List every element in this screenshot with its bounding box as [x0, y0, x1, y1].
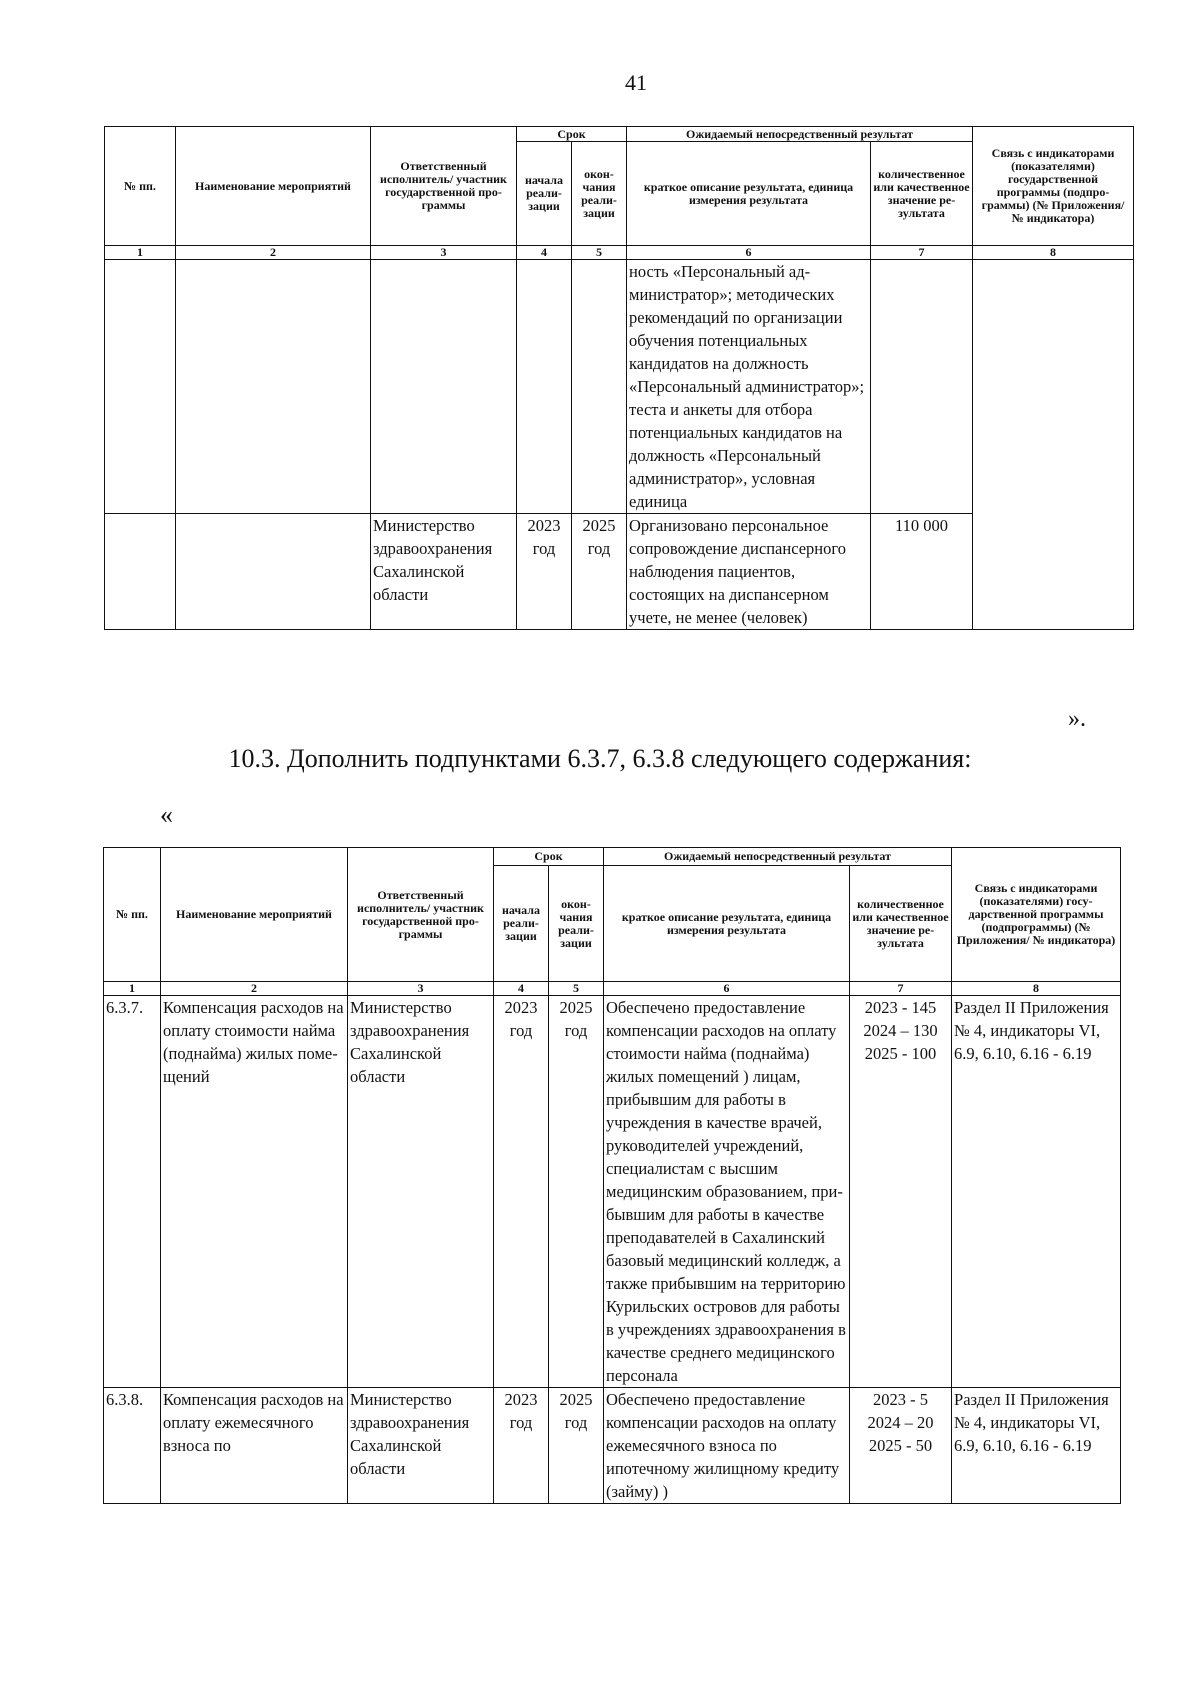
- column-number: 7: [871, 246, 973, 260]
- header-result-value: количественное или качественное значение результата: [871, 142, 973, 246]
- cell-result-values: [850, 996, 952, 1388]
- header-number: № пп.: [105, 127, 176, 246]
- header-term: Срок: [517, 127, 627, 142]
- cell-result-description: Обеспечено предоставление компенсации расходов на оплату стоимости найма (поднайма) жилых помещений ) лицам, прибывшим для работы в учреждения в качестве врачей, руководителей учреждений, специалистам с высшим медицинским образованием, прибывшим для работы в качестве преподавателей в Сахалинский базовый медицинский колледж, а также прибывшим на территорию Курильских островов для работы в учреждениях здравоохранения в качестве среднего медицинского персонала: [604, 996, 850, 1388]
- cell-number: 6.3.7.: [104, 996, 161, 1388]
- cell-result-description: Организовано персональное сопровождение диспансерного наблюдения пациентов, состоящих на диспансерном учете, не менее (человек): [627, 514, 871, 630]
- result-value-2025: 2025 - 50: [868, 1436, 933, 1455]
- column-number: 3: [348, 982, 494, 996]
- column-number: 8: [973, 246, 1134, 260]
- result-value-2025: 2025 - 100: [864, 1044, 937, 1063]
- column-number: 2: [176, 246, 371, 260]
- cell-executor: [371, 260, 517, 514]
- section-title: 10.3. Дополнить подпунктами 6.3.7, 6.3.8 следующего содержания:: [228, 744, 972, 773]
- header-expected-result: Ожидаемый непосредственный результат: [627, 127, 973, 142]
- header-indicator-link: Связь с индикаторами (показателями) государственной программы (подпрограммы) (№ Приложения/ № индикатора): [973, 127, 1134, 246]
- cell-result-values: [850, 1388, 952, 1504]
- cell-indicator-link: Раздел II Приложения № 4, индикаторы VI, 6.9, 6.10, 6.16 - 6.19: [952, 996, 1121, 1388]
- cell-number: 6.3.8.: [104, 1388, 161, 1504]
- cell-end: [572, 260, 627, 514]
- cell-indicator-link: Раздел II Приложения № 4, индикаторы VI, 6.9, 6.10, 6.16 - 6.19: [952, 1388, 1121, 1504]
- header-end: окончания реализации: [549, 866, 604, 982]
- header-end: окончания реализации: [572, 142, 627, 246]
- header-start: начала реализации: [517, 142, 572, 246]
- column-number: 4: [517, 246, 572, 260]
- header-executor: Ответственный исполнитель/ участник государственной программы: [371, 127, 517, 246]
- cell-activity-name: [176, 260, 371, 514]
- opening-quote: «: [160, 800, 173, 829]
- header-indicator-link: Связь с индикаторами (показателями) государственной программы (подпрограммы) (№ Приложения/ № индикатора): [952, 848, 1121, 982]
- column-number: 4: [494, 982, 549, 996]
- cell-executor: Министерство здравоохранения Сахалинской области: [371, 514, 517, 630]
- cell-result-value: [871, 260, 973, 514]
- result-value-2023: 2023 - 145: [864, 998, 937, 1017]
- cell-start: 2023 год: [494, 1388, 549, 1504]
- cell-activity-name: [176, 514, 371, 630]
- header-result-description: краткое описание результата, единица измерения результата: [604, 866, 850, 982]
- cell-executor: Министерство здравоохранения Сахалинской области: [348, 1388, 494, 1504]
- column-number: 6: [627, 246, 871, 260]
- column-number: 3: [371, 246, 517, 260]
- table-row: [105, 260, 1134, 514]
- activities-table-new-items: [103, 847, 1121, 1504]
- header-number: № пп.: [104, 848, 161, 982]
- cell-number: [105, 260, 176, 514]
- cell-activity-name: Компенсация расходов на оплату ежемесячного взноса по: [161, 1388, 348, 1504]
- cell-start: [517, 260, 572, 514]
- result-value-2024: 2024 – 130: [863, 1021, 938, 1040]
- cell-end: 2025 год: [572, 514, 627, 630]
- cell-activity-name: Компенсация расходов на оплату стоимости найма (поднайма) жилых помещений: [161, 996, 348, 1388]
- header-executor: Ответственный исполнитель/ участник государственной программы: [348, 848, 494, 982]
- column-number: 2: [161, 982, 348, 996]
- column-number: 1: [104, 982, 161, 996]
- cell-end: 2025 год: [549, 1388, 604, 1504]
- cell-end: 2025 год: [549, 996, 604, 1388]
- cell-number: [105, 514, 176, 630]
- column-number: 6: [604, 982, 850, 996]
- cell-result-description: Обеспечено предоставление компенсации расходов на оплату ежемесячного взноса по ипотечному жилищному кредиту (займу) ): [604, 1388, 850, 1504]
- header-term: Срок: [494, 848, 604, 866]
- header-expected-result: Ожидаемый непосредственный результат: [604, 848, 952, 866]
- header-result-description: краткое описание результата, единица измерения результата: [627, 142, 871, 246]
- activities-table-continuation: [104, 126, 1134, 630]
- cell-start: 2023 год: [494, 996, 549, 1388]
- header-activity-name: Наименование мероприятий: [176, 127, 371, 246]
- cell-indicator-link: [973, 260, 1134, 630]
- table-row: [104, 996, 1121, 1388]
- closing-quote: ».: [1068, 706, 1086, 732]
- cell-executor: Министерство здравоохранения Сахалинской области: [348, 996, 494, 1388]
- column-number: 5: [572, 246, 627, 260]
- column-number: 8: [952, 982, 1121, 996]
- column-number: 7: [850, 982, 952, 996]
- header-activity-name: Наименование мероприятий: [161, 848, 348, 982]
- column-number: 5: [549, 982, 604, 996]
- result-value-2023: 2023 - 5: [873, 1390, 929, 1409]
- header-result-value: количественное или качественное значение результата: [850, 866, 952, 982]
- cell-result-value: 110 000: [871, 514, 973, 630]
- table-row: [104, 1388, 1121, 1504]
- result-value-2024: 2024 – 20: [867, 1413, 934, 1432]
- column-number: 1: [105, 246, 176, 260]
- header-start: начала реализации: [494, 866, 549, 982]
- page-number: 41: [625, 70, 647, 95]
- cell-result-description: ность «Персональный администратор»; методических рекомендаций по организации обучения потенциальных кандидатов на должность «Персональный администратор»; теста и анкеты для отбора потенциальных кандидатов на должность «Персональный администратор», условная единица: [627, 260, 871, 514]
- cell-start: 2023 год: [517, 514, 572, 630]
